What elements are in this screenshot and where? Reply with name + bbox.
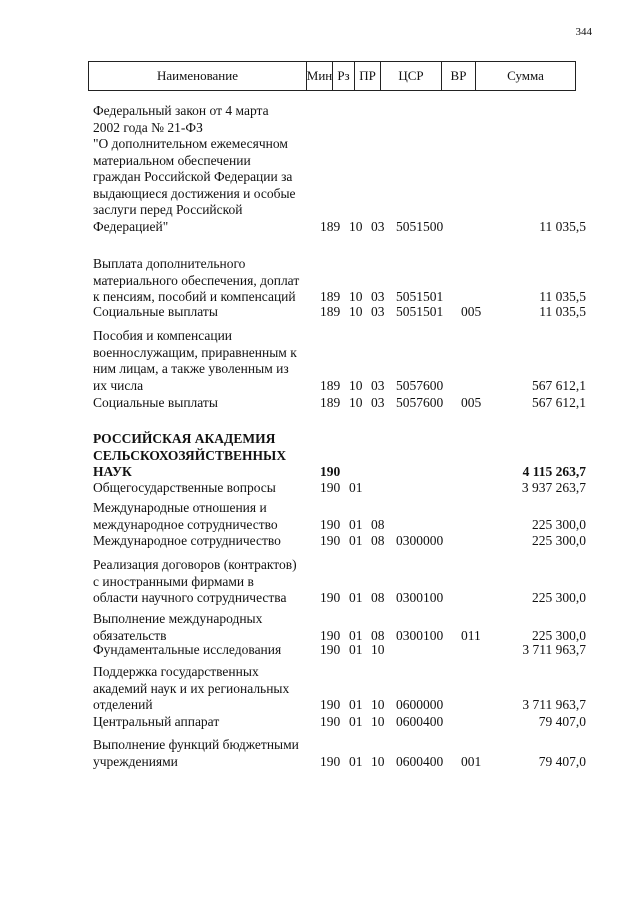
row-csr: 0600400 bbox=[396, 714, 444, 729]
row-name-line: академий наук и их региональных bbox=[93, 680, 290, 696]
row-name-line: ним лицам, а также уволенным из bbox=[93, 361, 289, 376]
header-pr: ПР bbox=[355, 62, 381, 90]
row-min: 190 bbox=[320, 590, 341, 605]
row-name-line: 2002 года № 21-ФЗ bbox=[93, 119, 203, 135]
row-min: 190 bbox=[320, 627, 341, 643]
row-name bbox=[93, 714, 313, 731]
row-name-line: военнослужащим, приравненным к bbox=[93, 344, 297, 360]
row-rz: 01 bbox=[349, 533, 363, 548]
row-min: 190 bbox=[320, 642, 341, 657]
row-sum: 567 612,1 bbox=[532, 395, 586, 410]
row-sum: 3 937 263,7 bbox=[521, 480, 586, 495]
row-pr: 03 bbox=[371, 218, 385, 234]
row-pr: 10 bbox=[371, 697, 385, 712]
row-rz: 01 bbox=[349, 480, 363, 495]
row-name-line: РОССИЙСКАЯ АКАДЕМИЯ bbox=[93, 431, 276, 446]
page-number: 344 bbox=[575, 26, 592, 38]
header-rz: Рз bbox=[333, 62, 355, 90]
row-name-line: к пенсиям, пособий и компенсаций bbox=[93, 289, 296, 304]
row-min: 190 bbox=[320, 753, 341, 769]
row-name-line: их числа bbox=[93, 377, 144, 393]
row-rz: 01 bbox=[349, 627, 363, 643]
row-rz: 10 bbox=[349, 395, 363, 410]
row-name-line: Выполнение международных bbox=[93, 611, 263, 626]
row-min: 189 bbox=[320, 289, 341, 304]
row-rz: 10 bbox=[349, 289, 363, 304]
row-name-line: Пособия и компенсации bbox=[93, 328, 233, 343]
row-sum: 3 711 963,7 bbox=[522, 697, 586, 712]
row-pr: 03 bbox=[371, 304, 385, 319]
row-name-line: Социальные выплаты bbox=[93, 304, 218, 319]
row-name bbox=[93, 642, 313, 659]
row-vr: 005 bbox=[461, 395, 482, 410]
row-rz: 01 bbox=[349, 714, 363, 729]
row-name-line: Выполнение функций бюджетными bbox=[93, 737, 299, 752]
row-rz: 10 bbox=[349, 304, 363, 319]
row-vr: 005 bbox=[461, 304, 482, 319]
row-name-line: Поддержка государственных bbox=[93, 664, 259, 679]
row-name bbox=[93, 431, 313, 481]
row-sum: 4 115 263,7 bbox=[522, 464, 586, 479]
row-min: 190 bbox=[320, 533, 341, 548]
row-name-line: Социальные выплаты bbox=[93, 395, 218, 410]
row-min: 190 bbox=[320, 480, 341, 495]
row-name bbox=[93, 395, 313, 412]
row-name-line: СЕЛЬСКОХОЗЯЙСТВЕННЫХ bbox=[93, 447, 287, 463]
row-name bbox=[93, 500, 313, 533]
row-name-line: материальном обеспечении bbox=[93, 152, 251, 168]
row-csr: 5057600 bbox=[396, 395, 444, 410]
row-name-line: Центральный аппарат bbox=[93, 714, 220, 729]
row-sum: 11 035,5 bbox=[539, 218, 586, 234]
row-min: 189 bbox=[320, 395, 341, 410]
row-name-line: области научного сотрудничества bbox=[93, 590, 287, 605]
row-pr: 03 bbox=[371, 289, 385, 304]
row-name-line: отделений bbox=[93, 697, 153, 712]
row-csr: 0300100 bbox=[396, 627, 444, 643]
row-name bbox=[93, 557, 313, 607]
row-vr: 011 bbox=[461, 627, 481, 643]
row-sum: 11 035,5 bbox=[539, 289, 586, 304]
row-sum: 225 300,0 bbox=[532, 627, 586, 643]
row-name-line: Федерацией" bbox=[93, 218, 169, 234]
row-min: 190 bbox=[320, 516, 341, 532]
row-name-line: с иностранными фирмами в bbox=[93, 573, 254, 589]
row-pr: 10 bbox=[371, 714, 385, 729]
row-csr: 0300000 bbox=[396, 533, 444, 548]
row-name-line: Международное сотрудничество bbox=[93, 533, 281, 548]
row-rz: 01 bbox=[349, 590, 363, 605]
row-name bbox=[93, 611, 313, 644]
row-csr: 5051500 bbox=[396, 218, 444, 234]
row-csr: 0600400 bbox=[396, 753, 444, 769]
header-min: Мин bbox=[307, 62, 333, 90]
row-name-line: Международные отношения и bbox=[93, 500, 267, 515]
row-sum: 79 407,0 bbox=[538, 753, 586, 769]
row-pr: 08 bbox=[371, 590, 385, 605]
row-name-line: НАУК bbox=[93, 464, 132, 479]
row-sum: 225 300,0 bbox=[532, 533, 586, 548]
row-pr: 10 bbox=[371, 642, 385, 657]
row-name bbox=[93, 533, 313, 550]
row-name bbox=[93, 103, 313, 235]
row-rz: 01 bbox=[349, 516, 363, 532]
row-name bbox=[93, 256, 313, 306]
row-pr: 08 bbox=[371, 533, 385, 548]
header-csr: ЦСР bbox=[381, 62, 442, 90]
row-min: 189 bbox=[320, 377, 341, 393]
row-name bbox=[93, 737, 313, 770]
row-min: 189 bbox=[320, 304, 341, 319]
row-min: 190 bbox=[320, 697, 341, 712]
row-rz: 01 bbox=[349, 753, 363, 769]
row-pr: 03 bbox=[371, 395, 385, 410]
row-name-line: международное сотрудничество bbox=[93, 516, 278, 532]
row-name-line: Общегосударственные вопросы bbox=[93, 480, 276, 495]
row-vr: 001 bbox=[461, 753, 482, 769]
row-name-line: "О дополнительном ежемесячном bbox=[93, 136, 288, 151]
row-name-line: Реализация договоров (контрактов) bbox=[93, 557, 297, 572]
row-name bbox=[93, 664, 313, 714]
row-min: 190 bbox=[320, 714, 341, 729]
row-name-line: граждан Российской Федерации за bbox=[93, 169, 293, 184]
row-sum: 225 300,0 bbox=[532, 590, 586, 605]
row-name bbox=[93, 328, 313, 394]
row-rz: 01 bbox=[349, 642, 363, 657]
row-name-line: Выплата дополнительного bbox=[93, 256, 246, 271]
row-rz: 10 bbox=[349, 377, 363, 393]
row-sum: 11 035,5 bbox=[539, 304, 586, 319]
row-name-line: материального обеспечения, доплат bbox=[93, 272, 300, 288]
row-csr: 5051501 bbox=[396, 289, 444, 304]
row-name-line: Федеральный закон от 4 марта bbox=[93, 103, 269, 118]
row-sum: 3 711 963,7 bbox=[522, 642, 586, 657]
row-name bbox=[93, 480, 313, 497]
row-csr: 0600000 bbox=[396, 697, 444, 712]
row-name bbox=[93, 304, 313, 321]
row-name-line: Фундаментальные исследования bbox=[93, 642, 282, 657]
row-csr: 0300100 bbox=[396, 590, 444, 605]
row-rz: 01 bbox=[349, 697, 363, 712]
row-pr: 03 bbox=[371, 377, 385, 393]
row-csr: 5051501 bbox=[396, 304, 444, 319]
table-header bbox=[88, 61, 576, 91]
row-csr: 5057600 bbox=[396, 377, 444, 393]
row-pr: 08 bbox=[371, 627, 385, 643]
row-name-line: обязательств bbox=[93, 627, 167, 643]
header-sum: Сумма bbox=[507, 68, 544, 83]
row-min: 190 bbox=[320, 464, 341, 479]
row-name-line: заслуги перед Российской bbox=[93, 202, 243, 217]
row-sum: 225 300,0 bbox=[532, 516, 586, 532]
row-rz: 10 bbox=[349, 218, 363, 234]
row-sum: 567 612,1 bbox=[532, 377, 586, 393]
row-pr: 10 bbox=[371, 753, 385, 769]
header-name: Наименование bbox=[89, 62, 307, 90]
row-name-line: выдающиеся достижения и особые bbox=[93, 185, 296, 201]
row-min: 189 bbox=[320, 218, 341, 234]
row-name-line: учреждениями bbox=[93, 753, 178, 769]
row-pr: 08 bbox=[371, 516, 385, 532]
row-sum: 79 407,0 bbox=[538, 714, 586, 729]
header-vr: ВР bbox=[442, 62, 476, 90]
